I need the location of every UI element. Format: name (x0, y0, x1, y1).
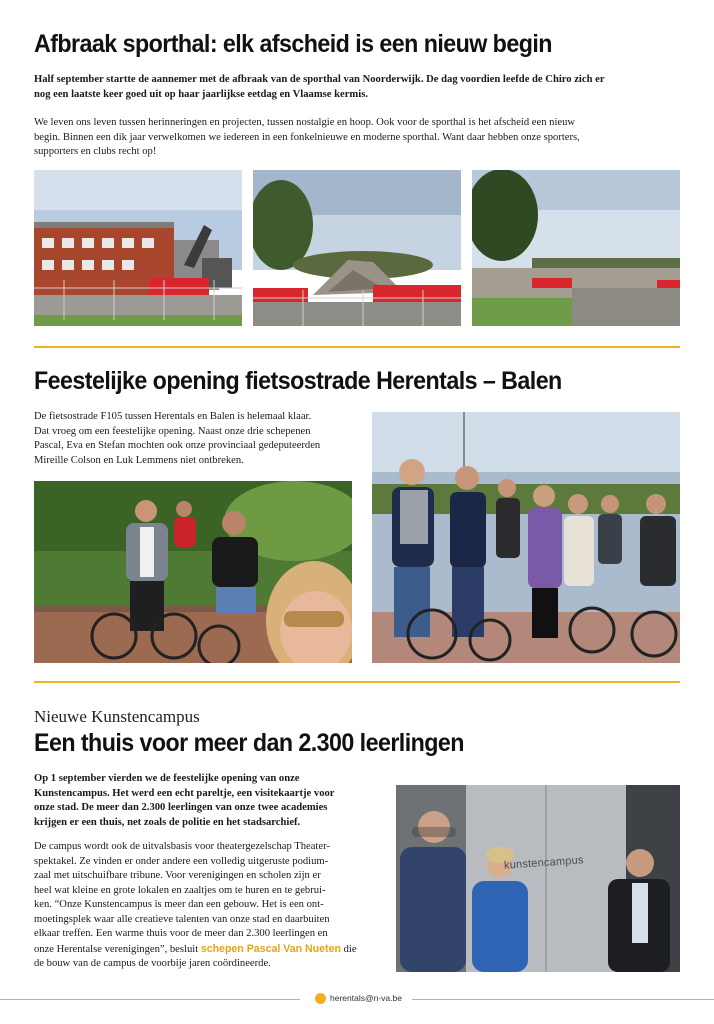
demolition-photo-1 (34, 170, 242, 326)
section2-body (34, 410, 364, 468)
mail-icon (315, 993, 326, 1004)
body-line: Pascal, Eva en Stefan mochten ook onze provinciaal gedeputeerden (34, 440, 321, 451)
body-line (34, 942, 384, 958)
body-line: De fietsostrade F105 tussen Herentals en Balen is helemaal klaar. (34, 411, 312, 422)
lead-line: Kunstencampus. Het werd een echt pareltje, een visitekaartje voor (34, 787, 335, 799)
body-line: We leven ons leven tussen herinneringen en projecten, tussen nostalgie en hoop. Ook voor de sporthal is het afscheid een nieuw (34, 117, 576, 128)
body-line: supporters en clubs recht op! (34, 146, 157, 157)
body-line: elkaar treffen. Een warme thuis voor de meer dan 2.300 leerlingen en (34, 928, 328, 939)
body-line: De campus wordt ook de uitvalsbasis voor theatergezelschap Theater- (34, 841, 330, 852)
lead-line: onze stad. De meer dan 2.300 leerlingen van onze twee academies (34, 802, 328, 813)
body-text: onze Herentalse verenigingen”, besluit (34, 943, 201, 955)
section3-kicker: Nieuwe Kunstencampus (34, 707, 200, 726)
lead-line: nog een laatste keer goed uit op haar jaarlijkse eetdag en Vlaamse kermis. (34, 88, 368, 100)
lead-line: krijgen er een thuis, net zoals de politie en het stadsarchief. (34, 816, 301, 828)
cyclists-photo (34, 481, 352, 663)
body-text: die (340, 943, 357, 955)
body-line: moetingsplek waar alle creatieve talenten van onze stad en daarbuiten (34, 913, 330, 925)
section-divider (34, 346, 680, 348)
footer-email[interactable]: herentals@n-va.be (330, 993, 402, 1003)
footer-line-right (412, 999, 714, 1000)
demolition-photo-2 (253, 170, 461, 326)
body-line: ken. “Onze Kunstencampus is meer dan een gebouw. Het is een ont- (34, 899, 324, 910)
body-line: Dat vroeg om een feestelijke opening. Naast onze drie schepenen (34, 425, 311, 437)
kunstencampus-photo (396, 785, 680, 972)
section1-lead (34, 73, 680, 102)
section3-lead (34, 772, 384, 830)
body-line: heel wat kleine en grote lokalen en zaaltjes om te huren en te gebrui- (34, 884, 326, 896)
section3-title: Een thuis voor meer dan 2.300 leerlingen (34, 729, 464, 757)
body-line: de bouw van de campus de voorbije jaren coördineerde. (34, 958, 271, 969)
campus-sign-text: kunstencampus (503, 854, 584, 872)
section2-title: Feestelijke opening fietsostrade Herentals – Balen (34, 367, 562, 395)
section1-title: Afbraak sporthal: elk afscheid is een nieuw begin (34, 30, 552, 58)
body-line: Mireille Colson en Luk Lemmens niet ontbreken. (34, 454, 244, 466)
body-line: zaal met uitschuifbare tribune. Voor verenigingen en scholen zijn er (34, 870, 321, 881)
lead-line: Op 1 september vierden we de feestelijke opening van onze (34, 773, 300, 784)
group-photo (372, 412, 680, 663)
section3-body (34, 840, 384, 972)
body-line: begin. Binnen een dik jaar verwelkomen we iedereen in een fonkelnieuwe en moderne sporthal. Want daar hebben onze sporters, (34, 131, 580, 143)
lead-line: Half september startte de aannemer met de afbraak van de sporthal van Noorderwijk. De dag voordien leefde de Chiro zich er (34, 74, 605, 85)
demolition-photo-3 (472, 170, 680, 326)
section1-body (34, 116, 680, 160)
section-divider (34, 681, 680, 683)
footer-line-left (0, 999, 300, 1000)
body-line: spektakel. Ze vinden er onder andere een volledig uitgeruste podium- (34, 855, 329, 867)
highlight-name: schepen Pascal Van Nueten (200, 942, 341, 955)
